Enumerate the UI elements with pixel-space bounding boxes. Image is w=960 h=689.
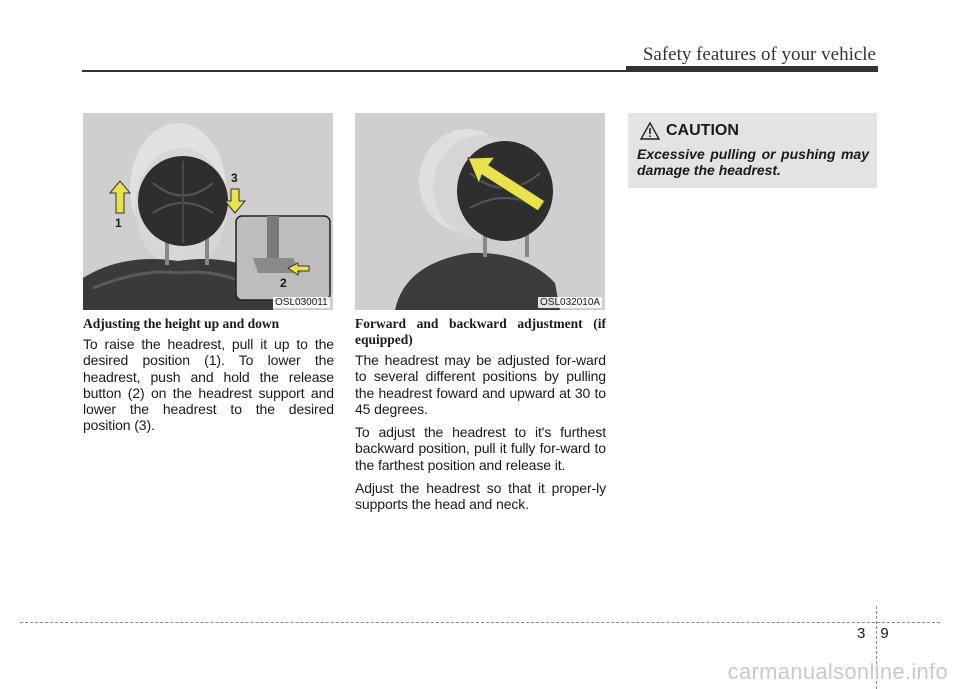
body-paragraph: The headrest may be adjusted for-ward to several different positions by pulling the headrest foward and upward at 30 to 45 degrees. bbox=[355, 352, 606, 417]
section-title: Safety features of your vehicle bbox=[642, 44, 876, 65]
callout-3: 3 bbox=[231, 171, 238, 185]
figure-code: OSL032010A bbox=[540, 297, 601, 308]
height-adjustment-section bbox=[83, 316, 334, 441]
section-heading: Adjusting the height up and down bbox=[83, 316, 280, 331]
body-paragraph: To raise the headrest, pull it up to the desired position (1). To lower the headrest, push and hold the release button (2) on the headrest support and lower the headrest to the desired position (3). bbox=[83, 336, 334, 434]
caution-title: CAUTION bbox=[666, 122, 739, 139]
body-paragraph: Adjust the headrest so that it proper-ly supports the head and neck. bbox=[355, 480, 606, 513]
figure-code: OSL030011 bbox=[275, 297, 328, 308]
callout-2: 2 bbox=[280, 276, 287, 290]
callout-1: 1 bbox=[115, 216, 122, 230]
header-rule bbox=[82, 70, 682, 72]
watermark: carmanualsonline.info bbox=[727, 659, 948, 684]
warning-triangle-icon bbox=[640, 122, 660, 140]
tilt-adjustment-section bbox=[355, 316, 606, 520]
headrest-tilt-figure bbox=[355, 113, 605, 310]
body-paragraph: To adjust the headrest to it's furthest backward position, pull it fully for-ward to the farthest position and release it. bbox=[355, 424, 606, 473]
section-heading: Forward and backward adjustment (if equipped) bbox=[355, 316, 606, 347]
headrest-height-figure bbox=[83, 113, 333, 310]
header-rule-accent bbox=[626, 66, 878, 72]
page-number: 39 bbox=[857, 625, 904, 642]
footer-rule bbox=[20, 622, 940, 623]
caution-box bbox=[628, 113, 877, 188]
caution-header bbox=[640, 122, 739, 140]
headrest-tilt-illustration bbox=[355, 113, 605, 310]
headrest-height-illustration bbox=[83, 113, 333, 310]
caution-text: Excessive pulling or pushing may damage the headrest. bbox=[637, 146, 869, 178]
